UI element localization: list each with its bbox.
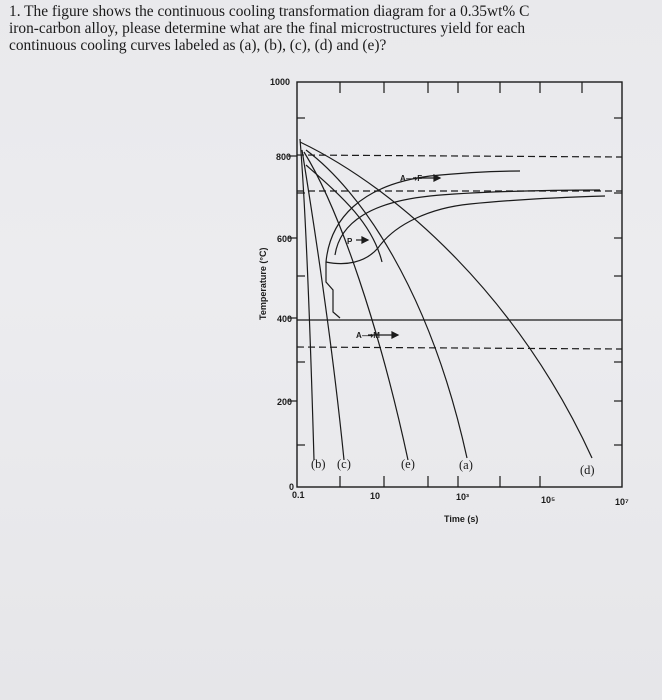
x-tick-10-5: 10⁵ xyxy=(541,495,556,505)
x-tick-10: 10 xyxy=(370,491,381,501)
curve-label-b: (b) xyxy=(311,457,326,471)
question-text: 1. The figure shows the continuous cooling transformation diagram for a 0.35wt% C iron-carbon alloy, please determine what are the final microstructures yield for each continuous cooling curves labeled as (a), (b), (c), (d) and (e)? xyxy=(9,3,530,54)
transformation-bottom xyxy=(326,262,340,318)
curve-label-e: (e) xyxy=(401,457,415,471)
y-tick-0: 0 xyxy=(289,482,295,492)
curve-label-a: (a) xyxy=(459,458,473,472)
x-tick-10-7: 10⁷ xyxy=(615,497,629,507)
cooling-curve-e xyxy=(304,152,408,460)
y-tick-400: 400 xyxy=(277,314,293,324)
curve-label-d: (d) xyxy=(580,463,595,477)
label-a-f: A⟶F xyxy=(400,174,423,183)
label-a-m: A⟶M xyxy=(356,331,380,340)
ae3-line xyxy=(297,155,622,157)
ferrite-start-curve xyxy=(326,171,520,262)
pearlite-start-curve xyxy=(335,190,600,255)
curve-label-c: (c) xyxy=(337,457,351,471)
y-axis-label: Temperature (°C) xyxy=(258,247,268,320)
cooling-curve-d xyxy=(300,142,592,458)
m50-line xyxy=(297,347,622,349)
x-axis-label: Time (s) xyxy=(444,514,479,524)
x-tick-0.1: 0.1 xyxy=(292,490,305,500)
y-tick-200: 200 xyxy=(277,397,293,407)
label-p: P xyxy=(347,237,353,246)
cooling-curve-b xyxy=(300,139,314,460)
y-tick-1000: 1000 xyxy=(270,77,291,87)
y-tick-800: 800 xyxy=(276,152,292,162)
x-tick-10-3: 10³ xyxy=(456,492,470,502)
y-tick-600: 600 xyxy=(277,234,293,244)
